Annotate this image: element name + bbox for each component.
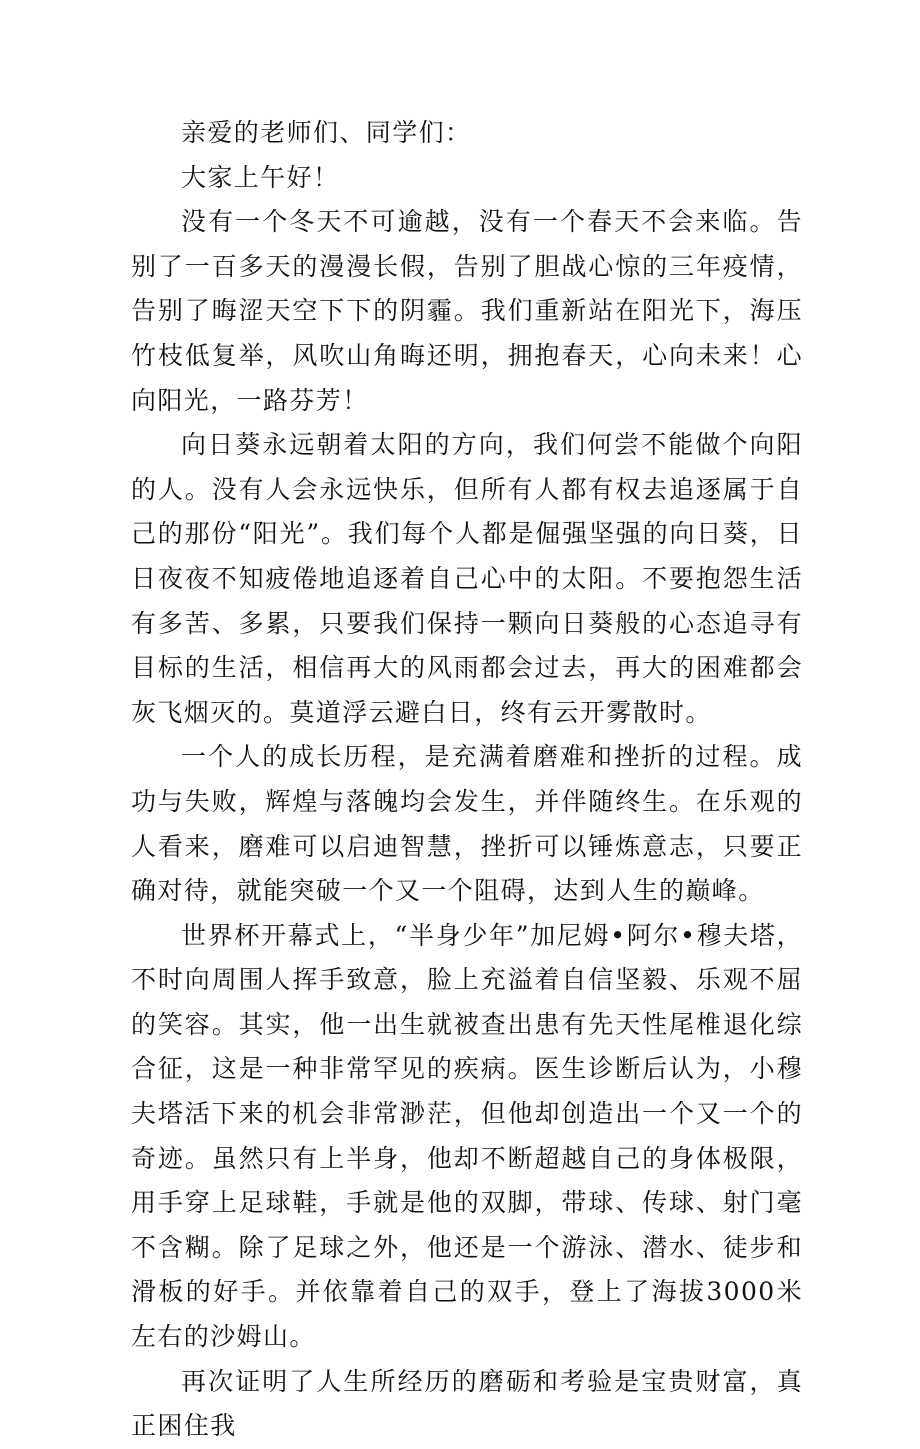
paragraph-sunflower: 向日葵永远朝着太阳的方向，我们何尝不能做个向阳的人。没有人会永远快乐，但所有人都有权去追逐属于自己的那份“阳光”。我们每个人都是倔强坚强的向日葵，日日夜夜不知疲倦地追逐着自己心中的太阳。不要抱怨生活有多苦、多累，只要我们保持一颗向日葵般的心态追寻有目标的生活，相信再大的风雨都会过去，再大的困难都会灰飞烟灭的。莫道浮云避白日，终有云开雾散时。: [131, 430, 803, 727]
greeting: 大家上午好！: [181, 162, 340, 192]
paragraph-growth: 一个人的成长历程，是充满着磨难和挫折的过程。成功与失败，辉煌与落魄均会发生，并伴随终生。在乐观的人看来，磨难可以启迪智慧，挫折可以锤炼意志，只要正确对待，就能突破一个又一个阻碍，达到人生的巅峰。: [131, 742, 803, 906]
paragraph-conclusion: 再次证明了人生所经历的磨砺和考验是宝贵财富，真正困住我: [131, 1366, 803, 1441]
paragraph-spring: 没有一个冬天不可逾越，没有一个春天不会来临。告别了一百多天的漫漫长假，告别了胆战心惊的三年疫情，告别了晦涩天空下下的阴霾。我们重新站在阳光下，海压竹枝低复举，风吹山角晦还明，拥抱春天，心向未来！心向阳光，一路芬芳！: [131, 207, 803, 415]
salutation: 亲爱的老师们、同学们：: [181, 118, 472, 147]
speech-body: [131, 111, 803, 1449]
paragraph-world-cup: 世界杯开幕式上，“半身少年”加尼姆•阿尔•穆夫塔，不时向周围人挥手致意，脸上充溢着自信坚毅、乐观不屈的笑容。其实，他一出生就被查出患有先天性尾椎退化综合征，这是一种非常罕见的疾病。医生诊断后认为，小穆夫塔活下来的机会非常渺茫，但他却创造出一个又一个的奇迹。虽然只有上半身，他却不断超越自己的身体极限，用手穿上足球鞋，手就是他的双脚，带球、传球、射门毫不含糊。除了足球之外，他还是一个游泳、潜水、徒步和滑板的好手。并依靠着自己的双手，登上了海拔3000米左右的沙姆山。: [131, 920, 803, 1352]
